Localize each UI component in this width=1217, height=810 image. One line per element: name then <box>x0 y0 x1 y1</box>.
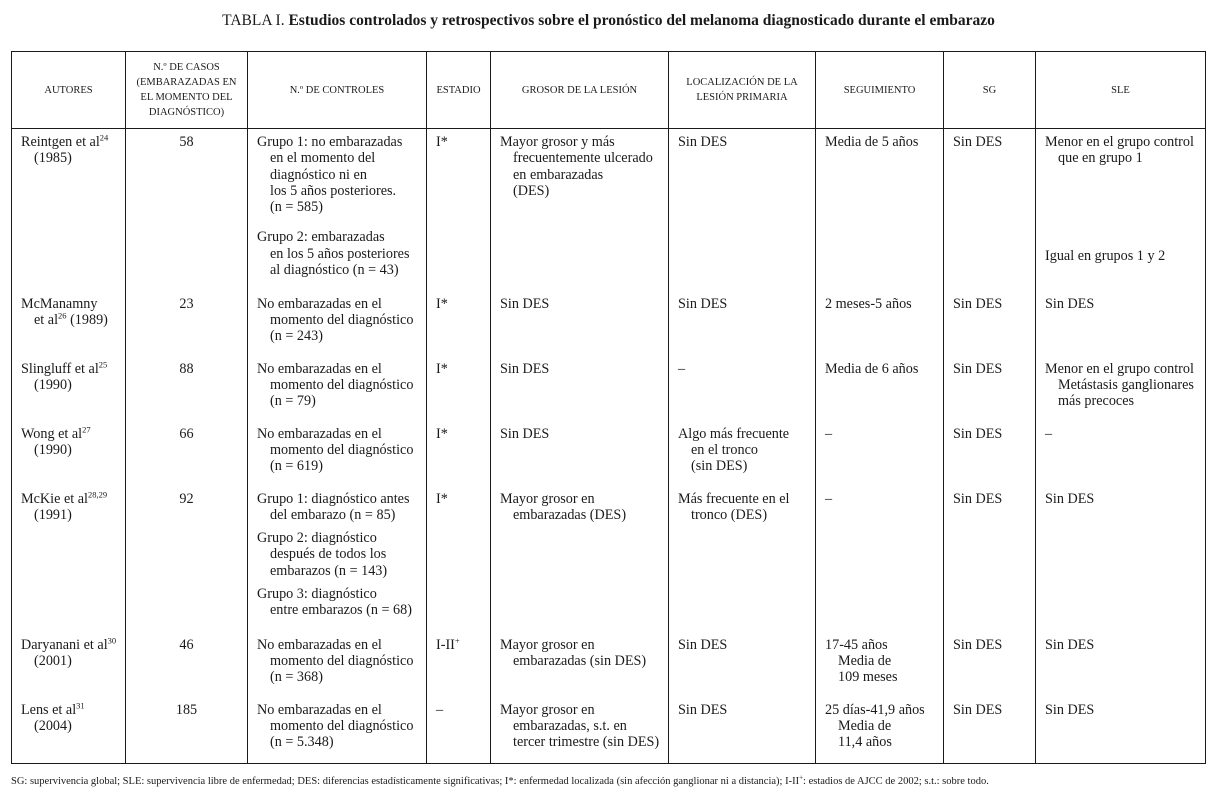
sle-cell: Sin DES <box>1036 632 1206 697</box>
thickness-cell: Mayor grosor y más frecuentemente ulcerado en embarazadas (DES) <box>491 129 669 291</box>
header-sle: SLE <box>1036 52 1206 129</box>
thickness-cell: Sin DES <box>491 421 669 486</box>
table-row <box>12 129 1206 291</box>
stage-cell: I-II+ <box>427 632 491 697</box>
controls-cell: No embarazadas en el momento del diagnóstico (n = 79) <box>248 356 427 421</box>
cases-cell: 46 <box>126 632 248 697</box>
controls-cell: Grupo 1: no embarazadas en el momento del diagnóstico ni en los 5 años posteriores. (n = 585) Grupo 2: embarazadas en los 5 años posteriores al diagnóstico (n = 43) <box>248 129 427 291</box>
author-cell: Reintgen et $al^{24}$ (1985) <box>21 132 109 167</box>
followup-cell: – <box>816 486 944 632</box>
location-cell: – <box>669 356 816 421</box>
thickness-cell: Mayor grosor en embarazadas, s.t. en tercer trimestre (sin DES) <box>491 697 669 764</box>
header-row <box>12 52 1206 129</box>
followup-cell: 25 días-41,9 años Media de 11,4 años <box>816 697 944 764</box>
stage-cell: I* <box>427 486 491 632</box>
followup-cell: Media de 5 años <box>816 129 944 291</box>
table-title <box>0 12 1217 30</box>
controls-cell: No embarazadas en el momento del diagnóstico (n = 619) <box>248 421 427 486</box>
melanoma-studies-table <box>11 51 1206 764</box>
author-cell: Lens et $al^{31}$ (2004) <box>21 699 85 734</box>
table-row <box>12 632 1206 697</box>
header-followup: SEGUIMIENTO <box>816 52 944 129</box>
stage-cell: I* <box>427 421 491 486</box>
sg-cell: Sin DES <box>944 697 1036 764</box>
controls-cell: No embarazadas en el momento del diagnóstico (n = 243) <box>248 291 427 356</box>
sle-cell: Menor en el grupo control que en grupo 1 Igual en grupos 1 y 2 <box>1036 129 1206 291</box>
stage-cell: I* <box>427 291 491 356</box>
sle-cell: Sin DES <box>1036 486 1206 632</box>
followup-cell: 2 meses-5 años <box>816 291 944 356</box>
sg-cell: Sin DES <box>944 632 1036 697</box>
cases-cell: 23 <box>126 291 248 356</box>
stage-cell: I* <box>427 356 491 421</box>
cases-cell: 92 <box>126 486 248 632</box>
sle-cell: Sin DES <box>1036 291 1206 356</box>
table-row <box>12 486 1206 632</box>
header-cases: N.º DE CASOS (EMBARAZADAS EN EL MOMENTO DEL DIAGNÓSTICO) <box>126 52 248 129</box>
thickness-cell: Sin DES <box>491 291 669 356</box>
table-title-text: Estudios controlados y retrospectivos sobre el pronóstico del melanoma diagnosticado durante el embarazo <box>288 12 995 29</box>
location-cell: Sin DES <box>669 632 816 697</box>
cases-cell: 88 <box>126 356 248 421</box>
sle-cell: – <box>1036 421 1206 486</box>
sg-cell: Sin DES <box>944 421 1036 486</box>
thickness-cell: Mayor grosor en embarazadas (sin DES) <box>491 632 669 697</box>
location-cell: Sin DES <box>669 697 816 764</box>
thickness-cell: Mayor grosor en embarazadas (DES) <box>491 486 669 632</box>
location-cell: Sin DES <box>669 129 816 291</box>
header-location: LOCALIZACIÓN DE LA LESIÓN PRIMARIA <box>669 52 816 129</box>
header-stage: ESTADIO <box>427 52 491 129</box>
header-sg: SG <box>944 52 1036 129</box>
cases-cell: 66 <box>126 421 248 486</box>
author-cell: Slingluff et $al^{25}$ (1990) <box>21 358 108 393</box>
followup-cell: 17-45 años Media de 109 meses <box>816 632 944 697</box>
sle-cell: Menor en el grupo control Metástasis ganglionares más precoces <box>1036 356 1206 421</box>
followup-cell: Media de 6 años <box>816 356 944 421</box>
stage-cell: I* <box>427 129 491 291</box>
sg-cell: Sin DES <box>944 129 1036 291</box>
table-footnote: SG: supervivencia global; SLE: supervivencia libre de enfermedad; DES: diferencias estadísticamente significativas; I*: enfermedad localizada (sin afección ganglionar ni a distancia); I-II+: estadios de AJCC de 2002; s.t.: sobre todo. <box>11 773 989 787</box>
author-cell: Wong et $al^{27}$ (1990) <box>21 423 91 458</box>
followup-cell: – <box>816 421 944 486</box>
author-cell: McKie et al$^{28,29}$ (1991) <box>21 488 108 523</box>
thickness-cell: Sin DES <box>491 356 669 421</box>
table-row <box>12 356 1206 421</box>
header-thickness: GROSOR DE LA LESIÓN <box>491 52 669 129</box>
location-cell: Algo más frecuente en el tronco (sin DES) <box>669 421 816 486</box>
sg-cell: Sin DES <box>944 291 1036 356</box>
controls-cell: Grupo 1: diagnóstico antes del embarazo (n = 85) Grupo 2: diagnóstico después de todos los embarazos (n = 143) Grupo 3: diagnóstico entre embarazos (n = 68) <box>248 486 427 632</box>
author-cell: McManamny et $al^{26}$ (1989) <box>21 295 108 328</box>
table-title-number: TABLA I. <box>222 12 285 29</box>
controls-cell: No embarazadas en el momento del diagnóstico (n = 368) <box>248 632 427 697</box>
location-cell: Sin DES <box>669 291 816 356</box>
controls-cell: No embarazadas en el momento del diagnóstico (n = 5.348) <box>248 697 427 764</box>
table-row <box>12 697 1206 764</box>
sg-cell: Sin DES <box>944 486 1036 632</box>
location-cell: Más frecuente en el tronco (DES) <box>669 486 816 632</box>
author-cell: Daryanani et $al^{30}$ (2001) <box>21 634 117 669</box>
stage-cell: – <box>427 697 491 764</box>
cases-cell: 58 <box>126 129 248 291</box>
table-row <box>12 421 1206 486</box>
header-authors: AUTORES <box>12 52 126 129</box>
table-row <box>12 291 1206 356</box>
sg-cell: Sin DES <box>944 356 1036 421</box>
sle-cell: Sin DES <box>1036 697 1206 764</box>
header-controls: N.º DE CONTROLES <box>248 52 427 129</box>
cases-cell: 185 <box>126 697 248 764</box>
